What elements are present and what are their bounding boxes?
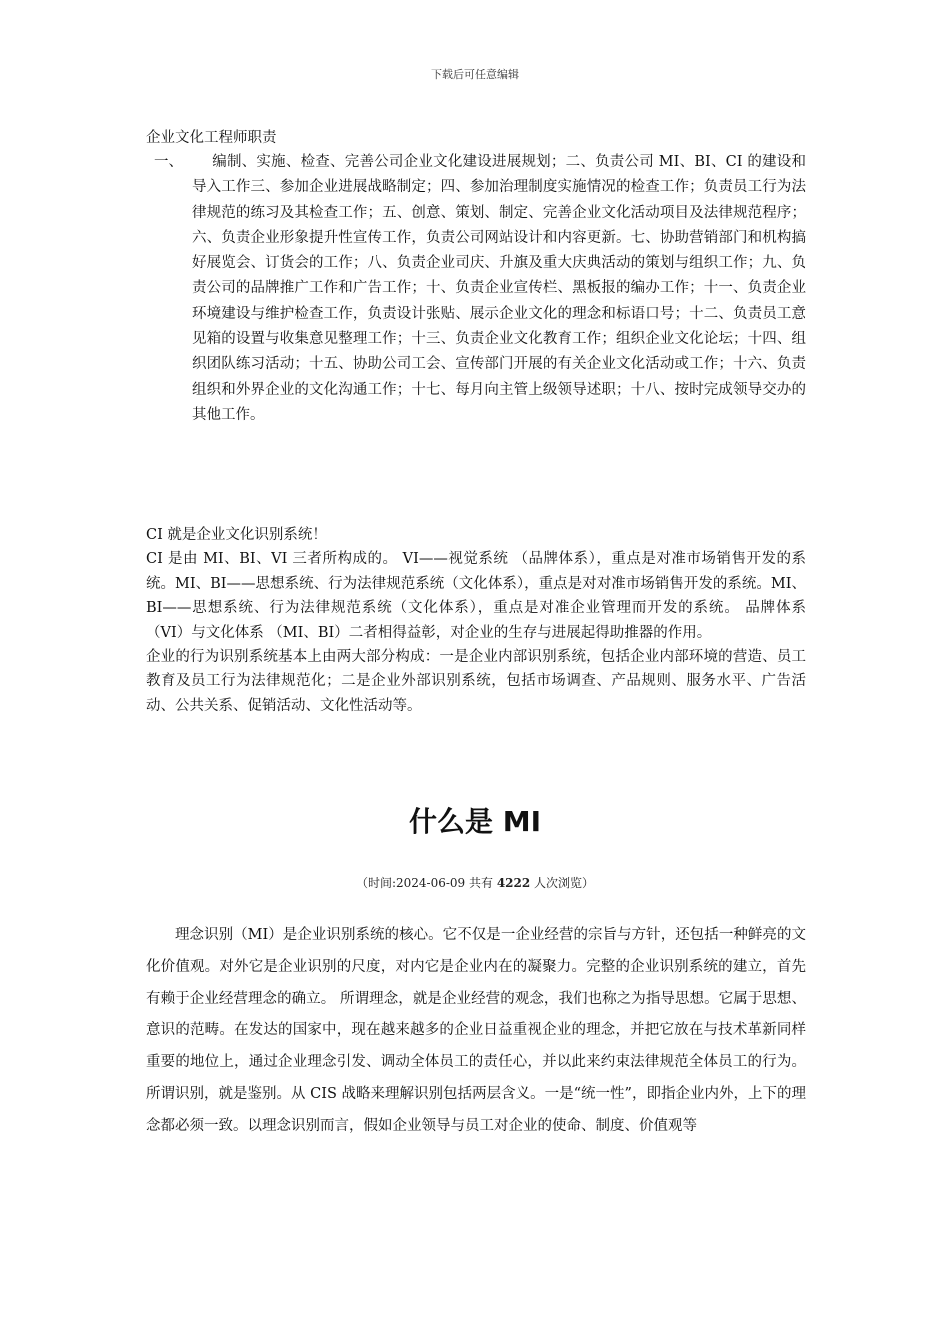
duty-list — [146, 150, 806, 428]
ci-heading-line: CI 就是企业文化识别系统！ — [146, 527, 327, 543]
meta-suffix: 人次浏览） — [534, 876, 595, 890]
article-title: 什么是 MI — [408, 805, 542, 838]
list-item-body — [192, 150, 806, 428]
article-paragraph: 理念识别（MI）是企业识别系统的核心。它不仅是一企业经营的宗旨与方针，还包括一种鲜亮的文化价值观。对外它是企业识别的尺度，对内它是企业内在的凝聚力。完整的企业识别系统的建立，首先有赖于企业经营理念的确立。 所谓理念，就是企业经营的观念，我们也称之为指导思想。它属于思想、意识的范畴。在发达的国家中，现在越来越多的企业日益重视企业的理念，并把它放在与技术革新同样重要的地位上，通过企业理念引发、调动全体员工的责任心，并以此来约束法律规范全体员工的行为。 所谓识别，就是鉴别。从 CIS 战略来理解识别包括两层含义。一是“统一性”，即指企业内外，上下的理念都必须一致。以理念识别而言，假如企业领导与员工对企业的使命、制度、价值观等 — [146, 927, 806, 1134]
section-title: 企业文化工程师职责 — [146, 130, 277, 146]
list-number: 一、 — [154, 154, 183, 170]
list-item-text: 编制、实施、检查、完善公司企业文化建设进展规划；二、负责公司 MI、BI、CI 的建设和导入工作三、参加企业进展战略制定；四、参加治理制度实施情况的检查工作；负责员工行为法律规范的练习及其检查工作；五、创意、策划、制定、完善企业文化活动项目及法律规范程序；六、负责企业形象提升性宣传工作，负责公司网站设计和内容更新。七、协助营销部门和机构搞好展览会、订货会的工作；八、负责企业司庆、升旗及重大庆典活动的策划与组织工作；九、负责公司的品牌推广工作和广告工作；十、负责企业宣传栏、黑板报的编办工作；十一、负责企业环境建设与维护检查工作，负责设计张贴、展示企业文化的理念和标语口号；十二、负责员工意见箱的设置与收集意见整理工作；十三、负责企业文化教育工作；组织企业文化论坛；十四、组织团队练习活动；十五、协助公司工会、宣传部门开展的有关企业文化活动或工作；十六、负责组织和外界企业的文化沟通工作；十七、每月向主管上级领导述职；十八、按时完成领导交办的其他工作。 — [192, 154, 806, 423]
view-count: 4222 — [496, 876, 531, 890]
ci-paragraph: CI 是由 MI、BI、VI 三者所构成的。 VI——视觉系统 （品牌体系），重点是对准市场销售开发的系统。MI、BI——思想系统、行为法律规范系统（文化体系），重点是对对准市场销售开发的系统。MI、BI——思想系统、行为法律规范系统（文化体系），重点是对准企业管理而开发的系统。 品牌体系（VI）与文化体系 （MI、BI）二者相得益彰，对企业的生存与进展起得助推器的作用。 — [146, 551, 806, 641]
page-header: 下载后可任意编辑 — [431, 68, 519, 81]
ci-section — [146, 523, 806, 718]
meta-prefix: （时间:2024-06-09 共有 — [355, 876, 493, 890]
article-body — [146, 920, 806, 1143]
bi-paragraph: 企业的行为识别系统基本上由两大部分构成：一是企业内部识别系统，包括企业内部环境的营造、员工教育及员工行为法律规范化；二是企业外部识别系统，包括市场调查、产品规则、服务水平、广告活动、公共关系、促销活动、文化性活动等。 — [146, 649, 806, 714]
article-meta — [0, 874, 950, 891]
